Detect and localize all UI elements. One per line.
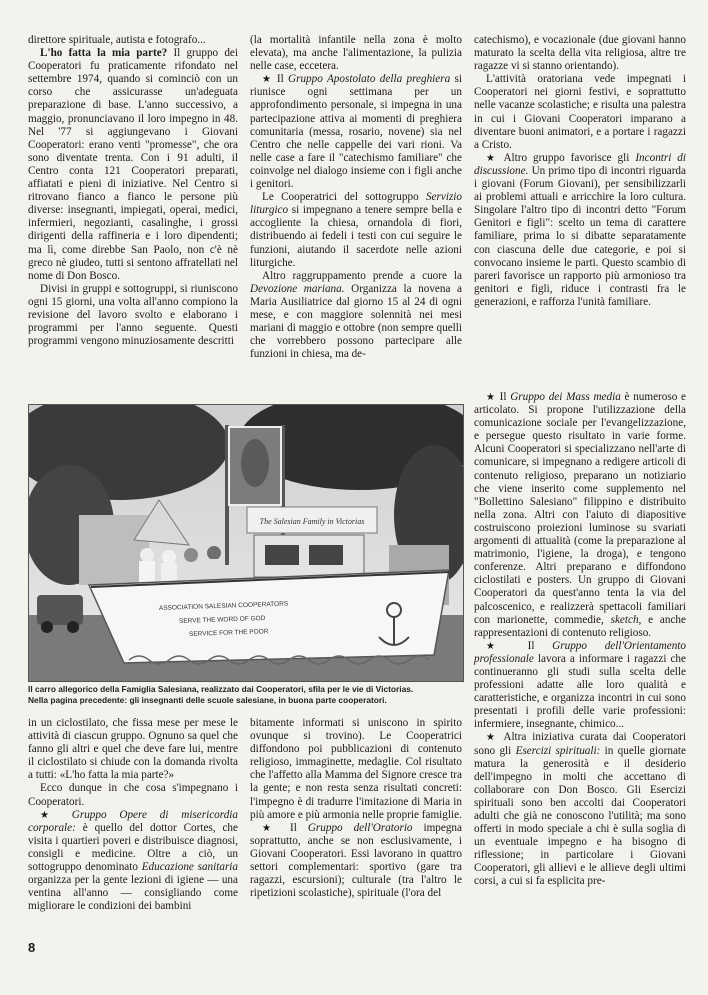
paragraph	[474, 640, 686, 732]
caption-line: Nella pagina precedente: gli insegnanti delle scuole salesiane, in buona parte cooperatori.	[28, 694, 387, 705]
emphasis: sketch,	[610, 613, 642, 626]
column-3-top	[474, 34, 686, 309]
star-icon: ★	[40, 809, 59, 821]
paragraph-text: si impegnano a tenere sempre bella e accogliente la chiesa, ornandola di fiori, distribuendo ai fedeli i testi con cui seguire le funzioni, aiutando il sacerdote nelle azioni liturgiche.	[250, 204, 462, 269]
paragraph-text: Il	[527, 639, 553, 652]
paragraph-text: organizza per la gente lezioni di igiene — una ventina all'anno — consigliando come migliorare le condizioni dei bambini	[28, 874, 238, 913]
paragraph-text: si riunisce ogni settimana per un approfondimento personale, si impegna in una partecipazione attiva ai momenti di preghiera comunitaria (messa, rosario, novene) sia nel Centro che nelle cappelle dei vari rioni. Va nelle case a fare il "catechismo familiare" che coinvolge nel dialogo insieme con i figli anche i genitori.	[250, 73, 462, 191]
group-name: Gruppo dell'Orientamento professionale	[474, 639, 687, 665]
paragraph	[28, 809, 238, 914]
group-name: Incontri di discussione.	[474, 151, 686, 177]
group-name: Servizio liturgico	[250, 191, 462, 217]
paragraph: bitamente informati si uniscono in spirito ovunque si trovino). Le Cooperatrici diffondono poi pubblicazioni di contenuto religioso, immaginette, medaglie. Col risultato che l'affetto alla Mamma del Signore cresce tra la gente; e non resta senza risultati concreti: l'impegno è di tradurre l'imitazione di Maria in più amore e più armonia nelle proprie famiglie.	[250, 717, 462, 821]
group-name: Esercizi spirituali:	[515, 744, 601, 757]
banner-text: The Salesian Family in Victorias	[259, 517, 365, 526]
paragraph-text: Il gruppo dei Cooperatori fu praticamente rifondato nel settembre 1974, quando si cominciò con un corso che assicurasse un'adeguata preparazione di base. L'anno successivo, a maggio, pronunciavano il loro impegno in 48. Nel '77 si aggiungevano i Giovani Cooperatori: erano venti "promesse", che ora sono diventate trenta. Con i 91 adulti, il Centro conta 121 Cooperatori preparati, affiatati e pieni di iniziative. Nel Centro si ritrovano fianco a fianco le persone più diverse: insegnanti, impiegati, operai, medici, infermieri, negozianti, casalinghe, i grossi dirigenti della raffineria e i loro dipendenti; ma lì, come direbbe San Paolo, non c'è nè greco nè giudeo, tutti si sentono affratellati nel nome di Don Bosco.	[28, 47, 238, 282]
parade-float-photo	[28, 404, 464, 682]
paragraph-text: Il	[290, 821, 308, 834]
paragraph	[250, 73, 462, 191]
star-icon: ★	[486, 640, 510, 652]
paragraph: in un ciclostilato, che fissa mese per mese le attività di ciascun gruppo. Ognuno sa quel che fanno gli altri e quel che deve fare lui, mentre il ciclostilato si chiude con la domanda rivolta a tutti: «L'ho fatta la mia parte?»	[28, 717, 238, 782]
column-2-top	[250, 34, 462, 361]
page-number: 8	[28, 940, 36, 955]
paragraph-text: Il	[499, 391, 511, 403]
paragraph: direttore spirituale, autista e fotografo...	[28, 34, 206, 46]
group-name: Devozione mariana.	[250, 282, 345, 295]
column-2-bottom	[250, 717, 462, 900]
paragraph-text: Un primo tipo di incontri riguarda i giovani (Forum Giovani), per sensibilizzarli ai problemi attuali e arricchire la loro cultura. Singolare l'altro tipo di incontri detto "Forum Genitori e figli": scelto un tema di carattere familiare, prima lo si dibatte separatamente con ciascuna delle due categorie, e poi si convocano insieme le parti. Questo scambio di pareri favorisce un rapporto più armonioso tra genitori e figli, riduce i contrasti fra le generazioni, e rafforza l'unità familiare.	[474, 164, 686, 308]
group-name: Gruppo dell'Oratorio	[307, 821, 413, 834]
section-heading: L'ho fatta la mia parte?	[40, 47, 168, 60]
paragraph: L'attività oratoriana vede impegnati i Cooperatori nei giorni festivi, e soprattutto nelle vacanze scolastiche; e risulta una palestra in cui i Giovani Cooperatori imparano a diventare buoni animatori, e a portare i ragazzi a Cristo.	[474, 73, 686, 151]
paragraph-text: in quelle giornate matura la generosità e il desiderio dell'impegno in molti che accettano di collaborare con Don Bosco. Gli Esercizi spirituali sono ben accolti dai Cooperatori adulti che già ne conoscono l'utilità; ma sono offerti in modo speciale a chi è sulla soglia di un eventuale impegno e ha bisogno di riflessione; in particolare i Giovani Cooperatori, gli allievi e le allieve degli ultimi corsi, a cui si fa esplicita pre-	[474, 744, 686, 888]
paragraph	[250, 191, 462, 270]
boat-text-3: SERVICE FOR THE POOR	[188, 628, 269, 638]
group-name: Gruppo Apostolato della preghiera	[288, 73, 451, 86]
paragraph-text: Altra iniziativa curata dai Cooperatori sono gli	[474, 731, 686, 757]
paragraph-text: è quello del dottor Cortes, che visita i quartieri poveri e distribuisce diagnosi, consigli e medicine. Oltre a ciò, un sottogruppo denominato	[28, 821, 238, 874]
paragraph-text: Le Cooperatrici del sottogruppo	[262, 191, 426, 204]
paragraph: catechismo), e vocazionale (due giovani hanno maturato la scelta della vita religiosa, altre tre ragazze vi si stanno orientando).	[474, 34, 686, 73]
paragraph	[474, 391, 686, 640]
boat-text-2: SERVE THE WORD OF GOD	[178, 614, 266, 625]
paragraph-text: lavora a informare i ragazzi che continueranno gli studi sulla scelta delle professioni adatte alle loro qualità e caratteristiche, e organizza incontri in cui sono presentati i profili delle varie professioni: infermiere, insegnante, chimico...	[474, 652, 686, 731]
paragraph	[250, 822, 462, 901]
caption-line: Il carro allegorico della Famiglia Salesiana, realizzato dai Cooperatori, sfila per le vie di Victorias.	[28, 684, 414, 694]
column-1-top	[28, 34, 238, 348]
paragraph-text: Altro raggruppamento prende a cuore la	[262, 269, 462, 282]
paragraph-text: Organizza la novena a Maria Ausiliatrice dal giorno 15 al 24 di ogni mese, e con maggiore solennità nei mesi mariani di maggio e ottobre (non sempre quelli che vorrebbero possono partecipare alle funzioni in chiesa, ma de-	[250, 282, 462, 361]
group-name: Gruppo Opere di misericordia corporale:	[28, 808, 238, 834]
column-1-bottom	[28, 717, 238, 913]
paragraph-text: è numeroso e articolato. Si propone l'utilizzazione della comunicazione sociale per l'evangelizzazione, e persegue questo risultato in varie forme. Alcuni Cooperatori si specializzano nell'arte di comunicare, si impegnano a redigere articoli di contenuto religioso, preparano un notiziario che viene inserito come supplemento nel "Bollettino Salesiano" filippino e distribuito nella zona. Altri con l'aiuto di diapositive costruiscono proiezioni luminose su svariati argomenti di attualità (come la preparazione al matrimonio, l'igiene, la droga), e tengono conferenze. Altri preparano e diffondono ciclostilati e posters. Un gruppo di Giovani Cooperatori da quest'anno tenta la via del palcoscenico, e realizzerà spettacoli familiari con marionette, commedie,	[474, 391, 687, 626]
star-icon: ★	[262, 74, 273, 86]
group-name: Educazione sanitaria	[141, 861, 238, 874]
paragraph: (la mortalità infantile nella zona è molto elevata), ma anche l'alimentazione, la pulizia nelle case, eccetera.	[250, 34, 462, 73]
paragraph	[474, 731, 686, 888]
paragraph-text: impegna soprattutto, anche se non esclusivamente, i Giovani Cooperatori. Essi lavorano in quattro settori complementari: sportivo (gare tra ragazzi, escursioni); culturale (tra l'altro le ripetizioni scolastiche), spirituale (l'ora del	[250, 821, 462, 900]
star-icon: ★	[486, 732, 499, 744]
star-icon: ★	[262, 822, 280, 834]
star-icon: ★	[486, 152, 499, 164]
column-3-lower	[474, 391, 686, 889]
photo-caption	[28, 684, 462, 705]
paragraph: Ecco dunque in che cosa s'impegnano i Cooperatori.	[28, 782, 238, 808]
star-icon: ★	[486, 392, 496, 403]
paragraph	[474, 152, 686, 309]
boat-text-1: ASSOCIATION SALESIAN COOPERATORS	[158, 600, 289, 612]
paragraph	[28, 47, 238, 283]
paragraph: Divisi in gruppi e sottogruppi, si riuniscono ogni 15 giorni, una volta all'anno compiono la revisione del lavoro svolto e elaborano i programmi per l'anno seguente. Questi programmi vengono minuziosamente descritti	[28, 282, 238, 348]
paragraph-text: Il	[276, 73, 289, 86]
paragraph	[250, 270, 462, 362]
paragraph-text: Altro gruppo favorisce gli	[503, 151, 636, 164]
group-name: Gruppo dei Mass media	[510, 391, 621, 403]
paragraph-text: e anche rappresentazioni di contenuto religioso.	[474, 613, 686, 639]
